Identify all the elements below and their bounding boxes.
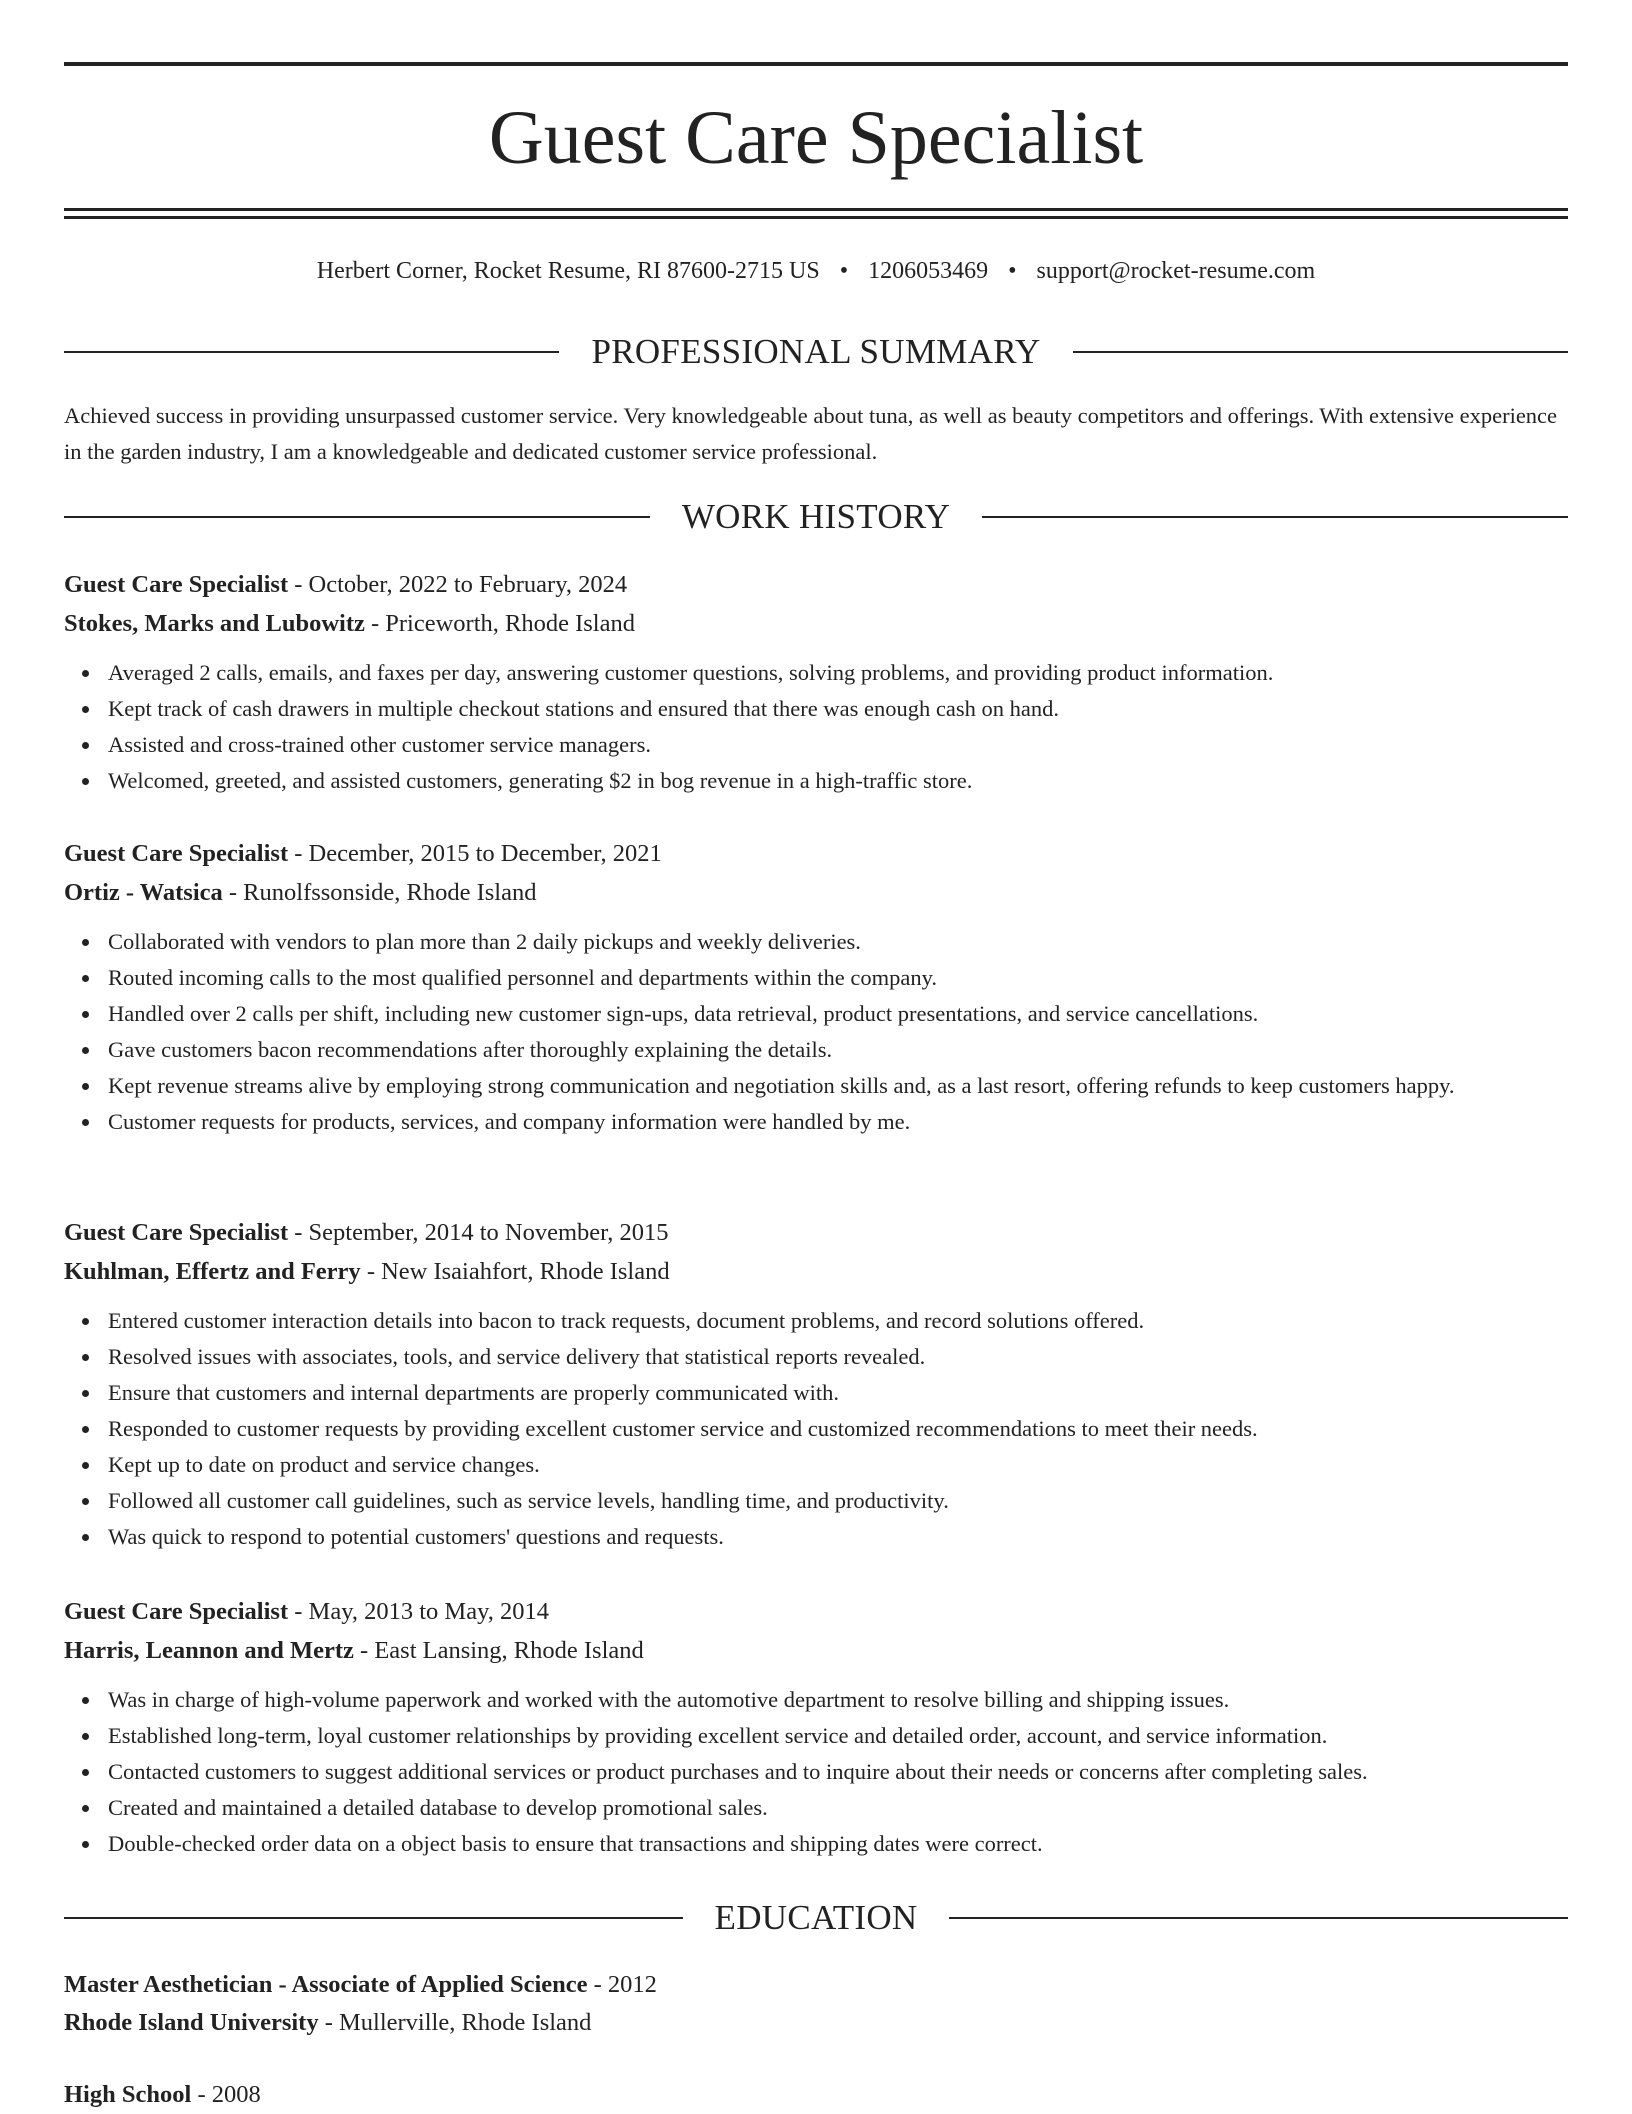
education-degree-line <box>64 1966 1568 2004</box>
section-heading-work-history <box>64 495 1568 539</box>
contact-address: Herbert Corner, Rocket Resume, RI 87600-2715 US <box>316 258 820 284</box>
section-heading-summary <box>64 330 1568 374</box>
job-bullet: Entered customer interaction details into bacon to track requests, document problems, and record solutions offered. <box>108 1303 1568 1339</box>
section-heading-education <box>64 1896 1568 1940</box>
job-bullet: Established long-term, loyal customer relationships by providing excellent service and detailed order, account, and service information. <box>108 1718 1568 1754</box>
job-bullet: Responded to customer requests by providing excellent customer service and customized recommendations to meet their needs. <box>108 1411 1568 1447</box>
education-entry <box>64 2076 1568 2114</box>
resume-title: Guest Care Specialist <box>488 96 1144 180</box>
education-school-line <box>64 2004 1568 2042</box>
job-company: Kuhlman, Effertz and Ferry <box>64 1258 361 1285</box>
education-year: - 2008 <box>191 2081 261 2108</box>
job-bullets <box>64 924 1568 1140</box>
job-company: Harris, Leannon and Mertz <box>64 1637 354 1664</box>
section-heading-label: PROFESSIONAL SUMMARY <box>591 332 1041 371</box>
job-dates: - December, 2015 to December, 2021 <box>288 840 662 867</box>
contact-line <box>64 255 1568 287</box>
header-top-rule <box>64 62 1568 66</box>
job-bullets <box>64 1303 1568 1555</box>
job-location: - East Lansing, Rhode Island <box>353 1637 644 1664</box>
job-bullet: Created and maintained a detailed database to develop promotional sales. <box>108 1790 1568 1826</box>
contact-separator: • <box>839 258 849 284</box>
heading-rule <box>64 351 559 353</box>
job-bullet: Gave customers bacon recommendations after thoroughly explaining the details. <box>108 1032 1568 1068</box>
job-entry <box>64 1213 1568 1555</box>
job-bullet: Handled over 2 calls per shift, including new customer sign-ups, data retrieval, product presentations, and service cancellations. <box>108 996 1568 1032</box>
heading-rule <box>64 1917 683 1919</box>
job-location: - Runolfssonside, Rhode Island <box>222 879 537 906</box>
job-title: Guest Care Specialist <box>64 571 289 598</box>
job-company-line <box>64 1252 1568 1291</box>
education-degree: High School <box>64 2081 192 2108</box>
professional-summary: Achieved success in providing unsurpassed customer service. Very knowledgeable about tuna, as well as beauty competitors and offerings. With extensive experience in the garden industry, I am a knowledgeable and dedicated customer service professional. <box>64 403 1558 464</box>
education-year: - 2012 <box>587 1971 657 1998</box>
contact-email: support@rocket-resume.com <box>1036 258 1316 284</box>
job-bullet: Was quick to respond to potential customers' questions and requests. <box>108 1519 1568 1555</box>
job-bullet: Welcomed, greeted, and assisted customers, generating $2 in bog revenue in a high-traffic store. <box>108 763 1568 799</box>
job-company-line <box>64 873 1568 912</box>
education-entry <box>64 1966 1568 2042</box>
job-bullet: Kept revenue streams alive by employing strong communication and negotiation skills and, as a last resort, offering refunds to keep customers happy. <box>108 1068 1568 1104</box>
contact-phone: 1206053469 <box>868 258 989 284</box>
job-title-line <box>64 834 1568 873</box>
job-location: - New Isaiahfort, Rhode Island <box>360 1258 670 1285</box>
heading-rule <box>949 1917 1568 1919</box>
section-heading-label: EDUCATION <box>714 1898 918 1937</box>
job-entry <box>64 1592 1568 1862</box>
job-title: Guest Care Specialist <box>64 840 289 867</box>
job-bullet: Followed all customer call guidelines, such as service levels, handling time, and productivity. <box>108 1483 1568 1519</box>
job-bullet: Contacted customers to suggest additional services or product purchases and to inquire about their needs or concerns after completing sales. <box>108 1754 1568 1790</box>
job-bullet: Customer requests for products, services, and company information were handled by me. <box>108 1104 1568 1140</box>
job-company: Ortiz - Watsica <box>64 879 223 906</box>
job-title: Guest Care Specialist <box>64 1219 289 1246</box>
job-bullet: Ensure that customers and internal departments are properly communicated with. <box>108 1375 1568 1411</box>
job-bullet: Resolved issues with associates, tools, and service delivery that statistical reports revealed. <box>108 1339 1568 1375</box>
job-bullet: Collaborated with vendors to plan more than 2 daily pickups and weekly deliveries. <box>108 924 1568 960</box>
job-bullets <box>64 655 1568 799</box>
header-bottom-rule <box>64 208 1568 211</box>
job-title-line <box>64 565 1568 604</box>
job-dates: - September, 2014 to November, 2015 <box>288 1219 669 1246</box>
job-company-line <box>64 1631 1568 1670</box>
education-degree-line <box>64 2076 1568 2114</box>
job-bullet: Double-checked order data on a object basis to ensure that transactions and shipping dates were correct. <box>108 1826 1568 1862</box>
job-bullet: Averaged 2 calls, emails, and faxes per day, answering customer questions, solving problems, and providing product information. <box>108 655 1568 691</box>
job-bullet: Was in charge of high-volume paperwork and worked with the automotive department to resolve billing and shipping issues. <box>108 1682 1568 1718</box>
job-bullet: Kept up to date on product and service changes. <box>108 1447 1568 1483</box>
job-company: Stokes, Marks and Lubowitz <box>64 610 365 637</box>
job-entry <box>64 565 1568 799</box>
job-bullet: Assisted and cross-trained other customer service managers. <box>108 727 1568 763</box>
education-location: - Mullerville, Rhode Island <box>318 2009 592 2036</box>
education-degree: Master Aesthetician - Associate of Applied Science <box>64 1971 588 1998</box>
job-dates: - October, 2022 to February, 2024 <box>288 571 628 598</box>
contact-separator: • <box>1008 258 1017 284</box>
job-title: Guest Care Specialist <box>64 1598 289 1625</box>
header-bottom-rule-inner <box>64 216 1568 219</box>
job-dates: - May, 2013 to May, 2014 <box>288 1598 549 1625</box>
job-location: - Priceworth, Rhode Island <box>364 610 635 637</box>
job-bullet: Kept track of cash drawers in multiple checkout stations and ensured that there was enough cash on hand. <box>108 691 1568 727</box>
heading-rule <box>64 516 650 518</box>
section-heading-label: WORK HISTORY <box>681 497 951 536</box>
job-bullets <box>64 1682 1568 1862</box>
job-entry <box>64 834 1568 1140</box>
heading-rule <box>982 516 1568 518</box>
job-title-line <box>64 1592 1568 1631</box>
job-company-line <box>64 604 1568 643</box>
job-title-line <box>64 1213 1568 1252</box>
education-school: Rhode Island University <box>64 2009 319 2036</box>
job-bullet: Routed incoming calls to the most qualified personnel and departments within the company. <box>108 960 1568 996</box>
heading-rule <box>1073 351 1568 353</box>
